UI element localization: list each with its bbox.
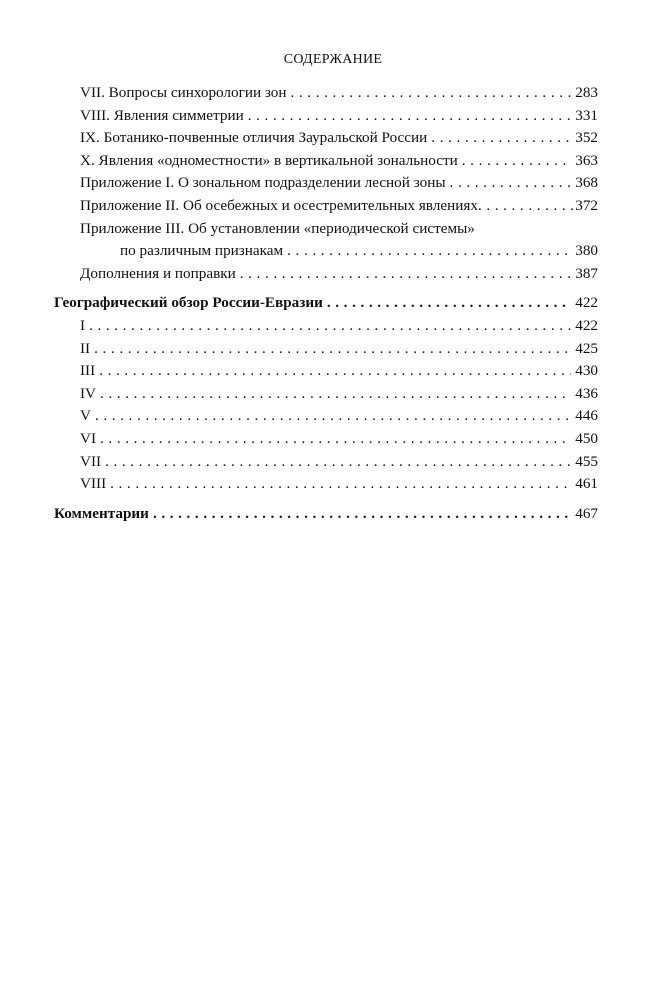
toc-section-comments[interactable] [54, 503, 598, 526]
dot-leader [99, 360, 571, 383]
toc-page: 446 [575, 407, 598, 425]
dot-leader [110, 473, 571, 496]
page-heading: СОДЕРЖАНИЕ [283, 52, 383, 67]
dot-leader [450, 172, 572, 195]
toc-title: II [80, 339, 91, 357]
toc-title: Приложение I. О зональном подразделении лесной зоны [80, 174, 446, 192]
toc-title: IX. Ботанико-почвенные отличия Зауральской России [80, 129, 428, 147]
toc-entry-ix[interactable] [80, 127, 598, 150]
dot-leader [153, 503, 571, 526]
toc-title: III [80, 362, 96, 380]
toc-page: 283 [575, 84, 598, 101]
toc-entry-addenda[interactable] [80, 263, 598, 286]
toc-page: 331 [575, 106, 598, 124]
toc-title-continuation: по различным признакам [120, 242, 284, 260]
toc-page: 455 [575, 452, 598, 470]
toc-title: VIII. Явления симметрии [80, 106, 244, 124]
toc-entry-viii[interactable] [80, 105, 598, 128]
toc-entry-geo-iii[interactable] [80, 360, 598, 383]
toc-page: 450 [575, 429, 598, 447]
dot-leader [94, 338, 571, 361]
toc-title: IV [80, 384, 97, 402]
dot-leader [287, 240, 571, 263]
toc-section-geography[interactable] [54, 292, 598, 315]
toc-title: X. Явления «одноместности» в вертикальной зональности [80, 151, 458, 169]
dot-leader [105, 451, 571, 474]
table-of-contents [54, 82, 598, 525]
dot-leader [291, 82, 572, 105]
toc-page: 368 [575, 174, 598, 192]
toc-page: 422 [575, 294, 598, 312]
toc-page: 425 [575, 339, 598, 357]
dot-leader [100, 428, 571, 451]
toc-page: 422 [575, 316, 598, 334]
toc-entry-geo-v[interactable] [80, 405, 598, 428]
dot-leader [248, 105, 572, 128]
dot-leader [100, 383, 571, 406]
toc-page: 436 [575, 384, 598, 402]
toc-entry-appendix-2[interactable] [80, 195, 598, 218]
toc-title: Приложение III. Об установлении «периодической системы» [80, 219, 475, 237]
toc-title: VI [80, 429, 97, 447]
toc-entry-appendix-1[interactable] [80, 172, 598, 195]
toc-page: 352 [575, 129, 598, 147]
toc-entry-geo-vii[interactable] [80, 451, 598, 474]
toc-page: 467 [575, 504, 598, 522]
dot-leader [431, 127, 571, 150]
toc-entry-vii[interactable] [80, 82, 598, 105]
toc-title: Дополнения и поправки [80, 264, 236, 282]
toc-page: 387 [575, 264, 598, 282]
toc-page: 461 [575, 475, 598, 493]
toc-section-title: Комментарии [54, 504, 149, 522]
toc-title: V [80, 407, 91, 425]
toc-entry-geo-i[interactable] [80, 315, 598, 338]
toc-entry-geo-ii[interactable] [80, 338, 598, 361]
toc-section-title: Географический обзор России-Евразии [54, 294, 323, 312]
section-gap [80, 496, 598, 503]
toc-entry-x[interactable] [80, 150, 598, 173]
dot-leader [327, 292, 571, 315]
toc-page: 430 [575, 362, 598, 380]
toc-entry-appendix-3-line1[interactable] [80, 218, 598, 241]
toc-title: VII [80, 452, 102, 470]
toc-page: 363 [575, 151, 598, 169]
toc-title: VIII [80, 475, 107, 493]
dot-leader [89, 315, 571, 338]
toc-title: VII. Вопросы синхорологии зон [80, 84, 287, 101]
toc-title: Приложение II. Об осебежных и осестремительных явлениях [80, 196, 478, 214]
dot-leader [95, 405, 571, 428]
toc-entry-geo-vi[interactable] [80, 428, 598, 451]
toc-entry-geo-viii[interactable] [80, 473, 598, 496]
toc-entry-appendix-3-line2[interactable] [80, 240, 598, 263]
section-gap [80, 285, 598, 292]
toc-page: 380 [575, 242, 598, 260]
dot-leader [462, 150, 571, 173]
dot-leader [478, 195, 573, 218]
toc-title: I [80, 316, 86, 334]
dot-leader [240, 263, 571, 286]
toc-entry-geo-iv[interactable] [80, 383, 598, 406]
toc-page: 372 [575, 196, 598, 214]
